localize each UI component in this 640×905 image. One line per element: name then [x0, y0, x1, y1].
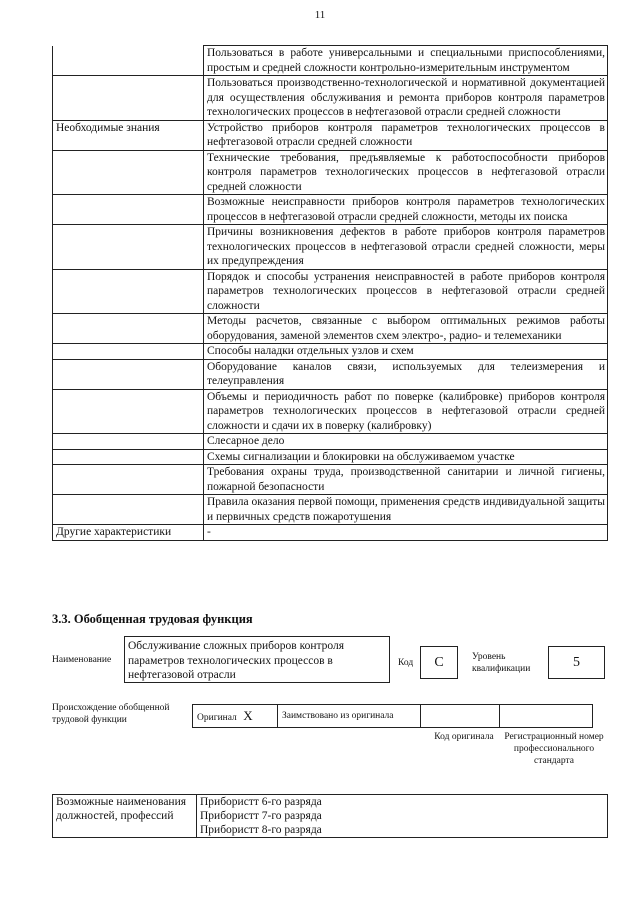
- row-label: [53, 150, 204, 195]
- row-label: [53, 225, 204, 270]
- row-text: Пользоваться в работе универсальными и специальными приспособлениями, простым и средней сложности контрольно-измерительным инструментом: [204, 46, 608, 76]
- origin-borrowed-label: Заимствовано из оригинала: [282, 711, 394, 721]
- origin-code-note: Код оригинала: [434, 732, 494, 742]
- row-text: Объемы и периодичность работ по поверке (калибровке) приборов контроля параметров технологических процессов в нефтегазовой отрасли средней сложности и сдачи их в поверку (калибровку): [204, 389, 608, 434]
- row-text: -: [204, 525, 608, 541]
- row-label: [53, 76, 204, 121]
- position-item: Прибористт 6-го разряда: [200, 796, 322, 808]
- positions-label: Возможные наименования должностей, профессий: [53, 795, 197, 838]
- row-text: Возможные неисправности приборов контроля параметров технологических процессов в нефтегазовой отрасли средней сложности, методы их поиска: [204, 195, 608, 225]
- row-label: [53, 314, 204, 344]
- function-name: Обслуживание сложных приборов контроля параметров технологических процессов в нефтегазовой отрасли: [124, 636, 390, 683]
- row-text: Схемы сигнализации и блокировки на обслуживаемом участке: [204, 449, 608, 465]
- page-number: 11: [314, 9, 326, 21]
- row-text: Требования охраны труда, производственной санитарии и личной гигиены, пожарной безопасности: [204, 465, 608, 495]
- origin-reg-cell: [500, 705, 593, 728]
- table-row: [53, 389, 608, 434]
- row-label: [53, 495, 204, 525]
- competency-table: [52, 45, 608, 541]
- table-row: [53, 314, 608, 344]
- origin-label: Происхождение обобщенной трудовой функции: [52, 703, 170, 725]
- table-row: [53, 195, 608, 225]
- section-title: 3.3. Обобщенная трудовая функция: [52, 612, 253, 626]
- level-label: Уровень квалификации: [472, 652, 531, 674]
- row-label: [53, 344, 204, 360]
- row-text: Способы наладки отдельных узлов и схем: [204, 344, 608, 360]
- origin-reg-note: Регистрационный номер профессионального стандарта: [504, 732, 604, 766]
- table-row: [53, 359, 608, 389]
- row-text: Устройство приборов контроля параметров технологических процессов в нефтегазовой отрасли средней сложности: [204, 120, 608, 150]
- origin-original-cell: [193, 705, 278, 728]
- origin-borrowed-cell: [278, 705, 421, 728]
- table-row: [53, 449, 608, 465]
- level-value: 5: [548, 646, 605, 679]
- row-text: Слесарное дело: [204, 434, 608, 450]
- row-label: [53, 269, 204, 314]
- position-item: Прибористт 8-го разряда: [200, 824, 322, 836]
- row-text: Причины возникновения дефектов в работе приборов контроля параметров технологических процессов в нефтегазовой отрасли средней сложности, меры их предупреждения: [204, 225, 608, 270]
- code-label: Код: [398, 658, 414, 668]
- origin-mark: X: [243, 708, 253, 723]
- row-text: Методы расчетов, связанные с выбором оптимальных режимов работы оборудования, заменой элементов схем электро-, радио- и телемеханики: [204, 314, 608, 344]
- positions-list: [197, 795, 608, 838]
- row-label: [53, 434, 204, 450]
- row-label: [53, 449, 204, 465]
- table-row: [53, 120, 608, 150]
- code-value: C: [420, 646, 458, 679]
- position-item: Прибористт 7-го разряда: [200, 810, 322, 822]
- row-label: [53, 359, 204, 389]
- row-text: Правила оказания первой помощи, применения средств индивидуальной защиты и первичных средств пожаротушения: [204, 495, 608, 525]
- row-label: [53, 465, 204, 495]
- row-label: [53, 46, 204, 76]
- table-row: [53, 269, 608, 314]
- row-text: Оборудование каналов связи, используемых для телеизмерения и телеуправления: [204, 359, 608, 389]
- table-row: [53, 465, 608, 495]
- name-label: Наименование: [52, 655, 112, 665]
- table-row: [53, 495, 608, 525]
- origin-original-label: Оригинал: [197, 713, 237, 723]
- table-row: [53, 434, 608, 450]
- row-text: Технические требования, предъявляемые к работоспособности приборов контроля параметров технологических процессов в нефтегазовой отрасли средней сложности: [204, 150, 608, 195]
- row-text: Порядок и способы устранения неисправностей в работе приборов контроля параметров технологических процессов в нефтегазовой отрасли средней сложности: [204, 269, 608, 314]
- table-row: [53, 150, 608, 195]
- row-text: Пользоваться производственно-технологической и нормативной документацией для осуществления обслуживания и ремонта приборов контроля параметров технологических процессов в нефтегазовой отрасли средней сложности: [204, 76, 608, 121]
- table-row: [53, 225, 608, 270]
- table-row: [53, 525, 608, 541]
- table-row: [53, 46, 608, 76]
- table-row: [53, 344, 608, 360]
- origin-code-cell: [421, 705, 500, 728]
- table-row: [53, 76, 608, 121]
- row-label: Другие характеристики: [53, 525, 204, 541]
- row-label: [53, 389, 204, 434]
- row-label: Необходимые знания: [53, 120, 204, 150]
- row-label: [53, 195, 204, 225]
- positions-table: [52, 794, 608, 838]
- origin-table: [192, 704, 593, 728]
